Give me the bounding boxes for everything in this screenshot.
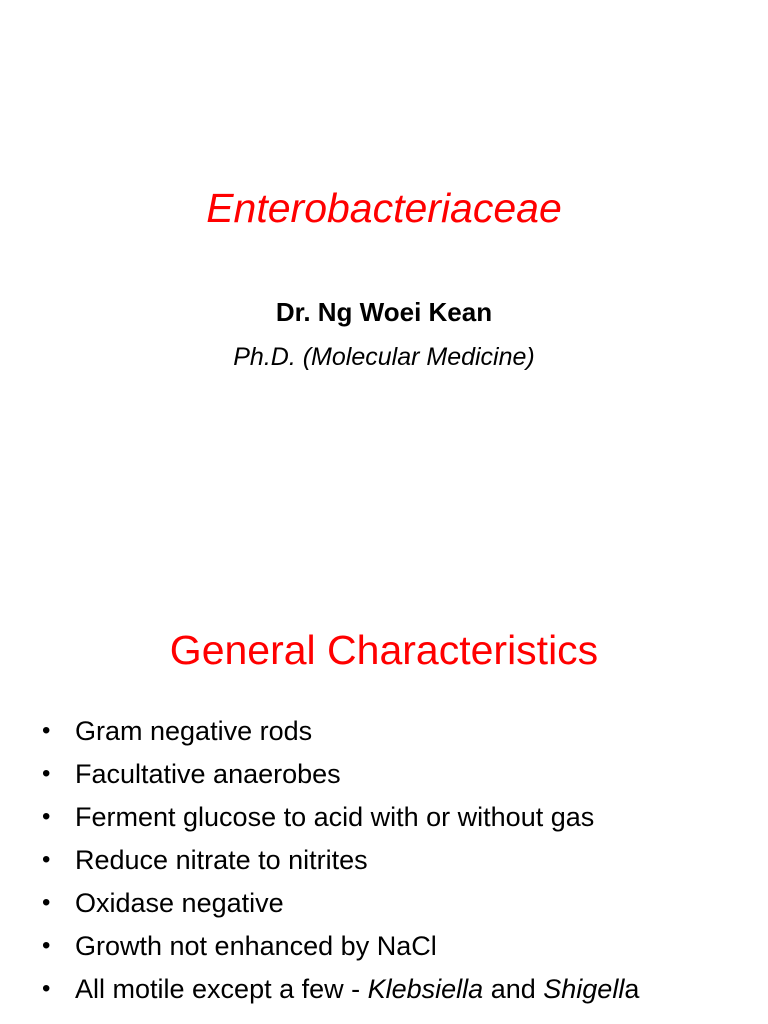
bullet-icon: •	[42, 760, 51, 787]
bullet-text: Reduce nitrate to nitrites	[75, 845, 368, 875]
genus-shigella-tail: a	[624, 974, 640, 1004]
bullet-text-prefix: All motile except a few -	[75, 974, 368, 1004]
bullet-item	[42, 887, 639, 930]
bullet-item	[42, 930, 639, 973]
bullet-list	[42, 715, 639, 1016]
slide-title: General Characteristics	[169, 627, 599, 673]
bullet-icon: •	[42, 889, 51, 916]
bullet-text: Ferment glucose to acid with or without gas	[75, 802, 595, 832]
bullet-icon: •	[42, 717, 51, 744]
bullet-item	[42, 758, 639, 801]
bullet-icon: •	[42, 932, 51, 959]
bullet-text-conjunction: and	[483, 974, 544, 1004]
genus-klebsiella: Klebsiella	[367, 974, 484, 1004]
author-name: Dr. Ng Woei Kean	[275, 297, 493, 327]
bullet-icon: •	[42, 975, 51, 1002]
presentation-title: Enterobacteriaceae	[206, 185, 562, 231]
bullet-item	[42, 973, 639, 1016]
genus-shigella: Shigell	[543, 974, 625, 1004]
bullet-item	[42, 844, 639, 887]
slide-general-characteristics	[0, 512, 768, 1024]
author-degree: Ph.D. (Molecular Medicine)	[233, 343, 535, 371]
bullet-icon: •	[42, 846, 51, 873]
bullet-item	[42, 801, 639, 844]
bullet-text: Growth not enhanced by NaCl	[75, 931, 437, 961]
bullet-text: Gram negative rods	[75, 716, 313, 746]
bullet-item	[42, 715, 639, 758]
bullet-text: Oxidase negative	[75, 888, 284, 918]
bullet-text: Facultative anaerobes	[75, 759, 341, 789]
bullet-icon: •	[42, 803, 51, 830]
